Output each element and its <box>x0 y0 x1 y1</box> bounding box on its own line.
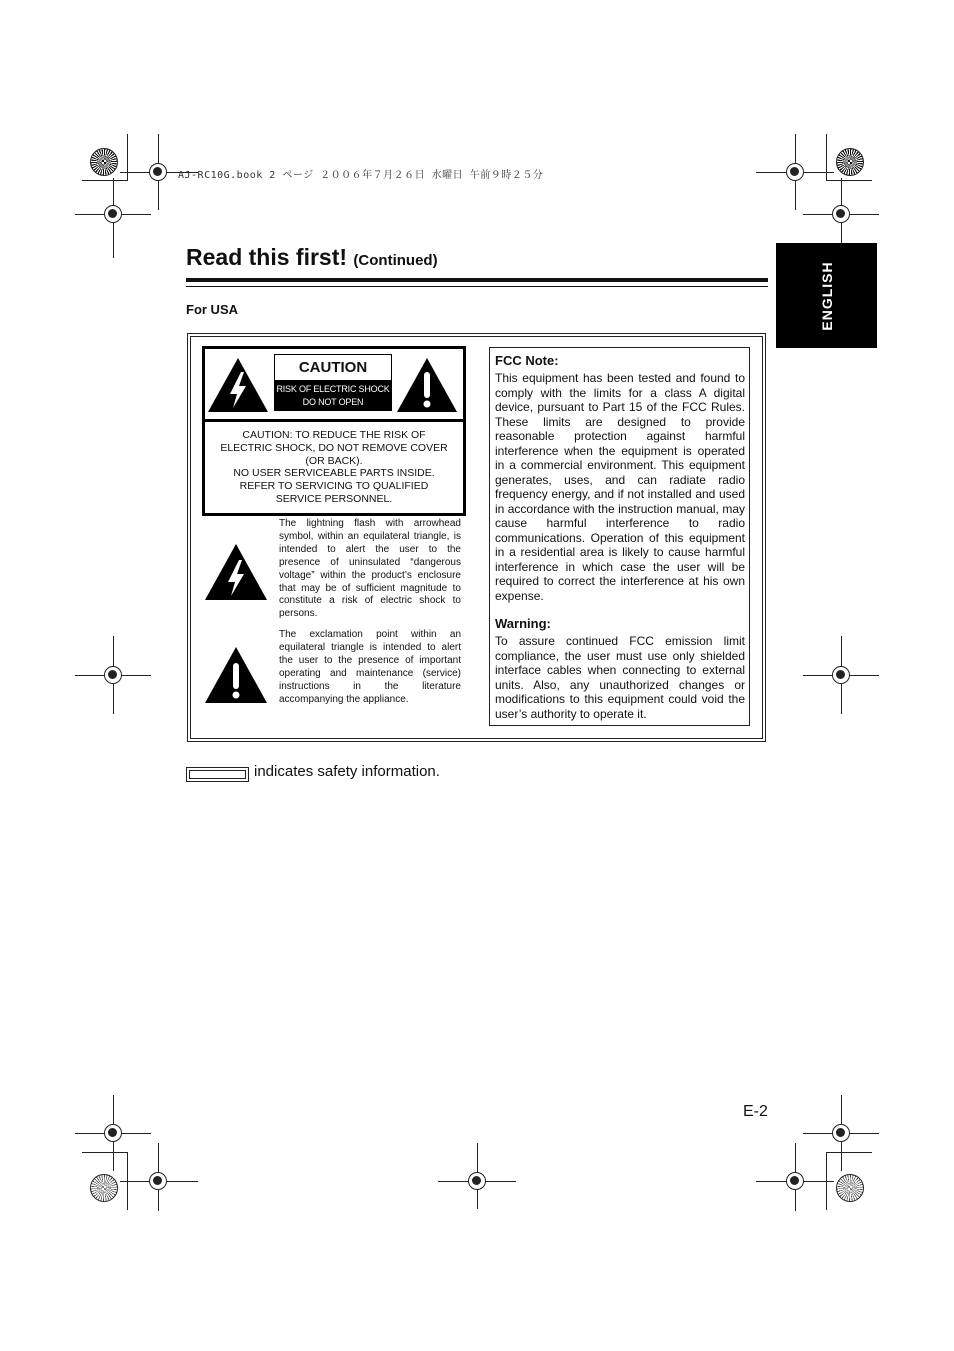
lightning-explanation: The lightning flash with arrowhead symbol, within an equilateral triangle, is intended to alert the user to the presence of uninsulated “dangerous voltage” within the product’s enclosure that may be of sufficient magnitude to constitute a risk of electric shock to persons. <box>279 518 461 620</box>
caution-line: CAUTION: TO REDUCE THE RISK OF <box>242 429 426 441</box>
registration-sunburst-icon <box>90 1174 118 1202</box>
risk-of-shock-label <box>274 381 392 411</box>
registration-target-icon <box>786 1172 804 1190</box>
registration-target-icon <box>832 1124 850 1142</box>
language-tab-label: ENGLISH <box>818 260 835 331</box>
risk-line-1: RISK OF ELECTRIC SHOCK <box>276 384 390 394</box>
registration-target-icon <box>149 1172 167 1190</box>
caution-line: ELECTRIC SHOCK, DO NOT REMOVE COVER <box>220 441 448 454</box>
fcc-note-title: FCC Note: <box>495 353 559 368</box>
print-imprint: AJ-RC10G.book 2 ページ ２００６年７月２６日 水曜日 午前９時２５分 <box>178 170 544 181</box>
registration-target-icon <box>468 1172 486 1190</box>
registration-sunburst-icon <box>836 1174 864 1202</box>
page-number: E-2 <box>743 1103 768 1120</box>
safety-info-symbol <box>186 767 249 782</box>
registration-target-icon <box>149 163 167 181</box>
caution-warning-text <box>208 429 460 506</box>
fcc-note-text: This equipment has been tested and found to comply with the limits for a class A digital device, pursuant to Part 15 of the FCC Rules. These limits are designed to provide reasonable protection against harmful interference when the equipment is operated in a commercial environment. This equipment generates, uses, and can radiate radio frequency energy, and if not installed and used in accordance with the instruction manual, may cause harmful interference to radio communications. Operation of this equipment in a residential area is likely to cause harmful interference in which case the user will be required to correct the interference at his own expense. <box>495 371 745 603</box>
page-title <box>186 244 438 271</box>
caution-label: CAUTION <box>274 354 392 381</box>
title-continued: (Continued) <box>353 252 438 269</box>
language-tab <box>776 243 877 348</box>
lightning-triangle-icon <box>203 542 269 602</box>
exclamation-triangle-icon <box>395 356 459 414</box>
exclamation-explanation: The exclamation point within an equilateral triangle is intended to alert the user to the presence of important operating and maintenance (service) instructions in the literature accompanying the appliance. <box>279 629 461 705</box>
registration-target-icon <box>832 205 850 223</box>
caution-line: SERVICE PERSONNEL. <box>275 492 393 505</box>
section-heading: For USA <box>186 302 238 317</box>
caution-divider <box>205 419 463 422</box>
exclamation-triangle-icon <box>203 645 269 705</box>
title-main: Read this first! <box>186 244 348 270</box>
caution-line: REFER TO SERVICING TO QUALIFIED <box>239 480 429 493</box>
safety-info-note: indicates safety information. <box>254 763 440 780</box>
caution-line: (OR BACK). <box>305 454 363 467</box>
title-rule-thin <box>186 286 768 287</box>
registration-sunburst-icon <box>836 148 864 176</box>
warning-text: To assure continued FCC emission limit compliance, the user must use only shielded interface cables when connecting to external units. Also, any unauthorized changes or modifications to this equipment could void the user’s authority to operate it. <box>495 634 745 721</box>
registration-target-icon <box>786 163 804 181</box>
registration-target-icon <box>104 1124 122 1142</box>
risk-line-2: DO NOT OPEN <box>302 397 364 407</box>
lightning-triangle-icon <box>206 356 270 414</box>
registration-target-icon <box>104 666 122 684</box>
registration-sunburst-icon <box>90 148 118 176</box>
warning-title: Warning: <box>495 616 551 631</box>
caution-line: NO USER SERVICEABLE PARTS INSIDE. <box>233 467 435 480</box>
title-rule-thick <box>186 278 768 282</box>
registration-target-icon <box>832 666 850 684</box>
registration-target-icon <box>104 205 122 223</box>
